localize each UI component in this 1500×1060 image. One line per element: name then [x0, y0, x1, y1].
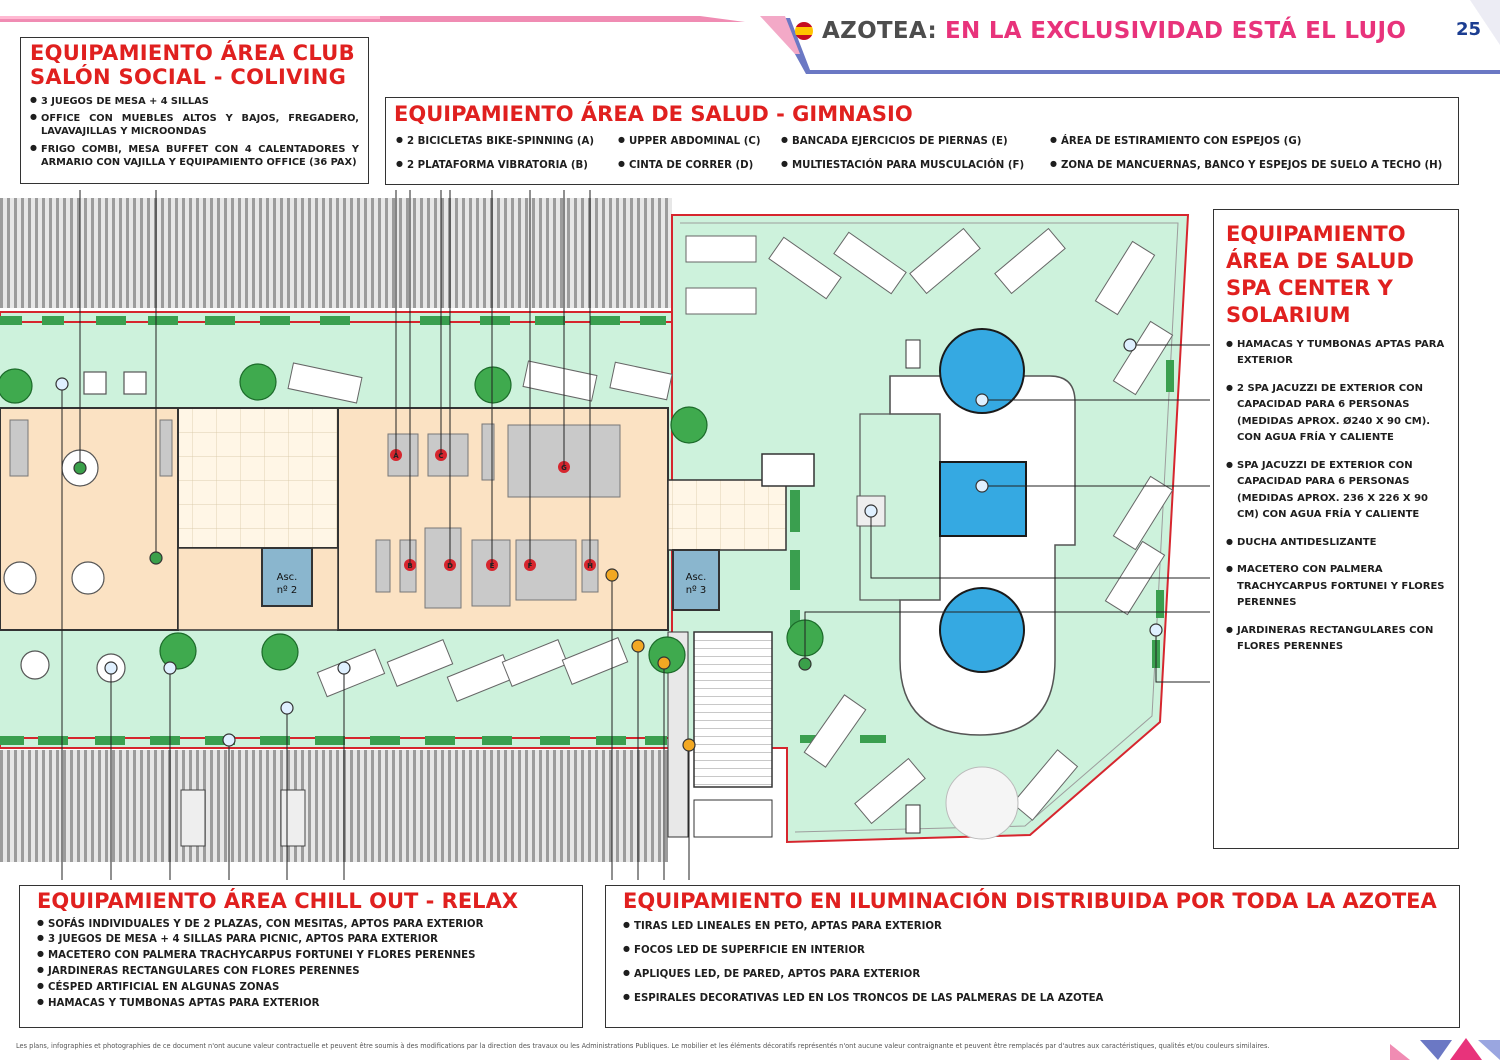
kitchen-tiles — [178, 408, 338, 548]
elevator-3-number: nº 3 — [685, 585, 707, 596]
lighting-title: EQUIPAMIENTO EN ILUMINACIÓN DISTRIBUIDA POR TODA LA AZOTEA — [623, 889, 1437, 913]
list-item: ● SPA JACUZZI DE EXTERIOR CON CAPACIDAD PARA 6 PERSONAS (MEDIDAS APROX. 236 X 226 X 90 CM) CON AGUA FRÍA Y CALIENTE — [1226, 458, 1446, 524]
stairwell — [694, 632, 772, 787]
gym-title: EQUIPAMIENTO ÁREA DE SALUD - GIMNASIO — [394, 102, 913, 126]
list-item: ● ÁREA DE ESTIRAMIENTO CON ESPEJOS (G) — [1050, 135, 1301, 149]
list-item: ● 2 PLATAFORMA VIBRATORIA (B) — [396, 159, 588, 173]
planters-bottom — [0, 736, 667, 745]
round-jacuzzi-2 — [940, 588, 1024, 672]
spa-title-line: EQUIPAMIENTO — [1226, 222, 1406, 246]
club-title-line1: EQUIPAMIENTO ÁREA CLUB — [30, 41, 355, 65]
list-item: ● HAMACAS Y TUMBONAS APTAS PARA EXTERIOR — [37, 997, 565, 1011]
gym-marker-label: E — [489, 562, 495, 570]
page-number: 25 — [1456, 19, 1482, 40]
list-item: ● 2 BICICLETAS BIKE-SPINNING (A) — [396, 135, 594, 149]
storage-unit — [906, 340, 920, 368]
list-item: ● CINTA DE CORRER (D) — [618, 159, 753, 173]
list-item: ● JARDINERAS RECTANGULARES CON FLORES PERENNES — [1226, 623, 1446, 656]
spa-title-line: SPA CENTER Y — [1226, 275, 1393, 300]
gym-marker-label: A — [393, 452, 399, 460]
spa-title-line: ÁREA DE SALUD — [1226, 248, 1414, 273]
list-item: ● OFFICE CON MUEBLES ALTOS Y BAJOS, FREGADERO, LAVAVAJILLAS Y MICROONDAS — [30, 112, 359, 138]
list-item: ● CÉSPED ARTIFICIAL EN ALGUNAS ZONAS — [37, 981, 565, 995]
rooftop-floor-plan — [0, 190, 1210, 880]
club-list — [30, 95, 359, 169]
gym-marker-label: H — [587, 562, 593, 570]
legal-disclaimer: Les plans, infographies et photographies de ce document n'ont aucune valeur contractuelle et peuvent être soumis à des modifications par la direction des travaux ou les Administrations Publiques. Le mobilier et les éléments décoratifs représentés n'ont aucune valeur contraignante et peuvent être remplacés par d'autres aux caractéristiques, qualités et/ou couleurs similaires. — [16, 1042, 1270, 1050]
list-item: ● JARDINERAS RECTANGULARES CON FLORES PERENNES — [37, 965, 565, 979]
list-item: ● ESPIRALES DECORATIVAS LED EN LOS TRONCOS DE LAS PALMERAS DE LA AZOTEA — [623, 992, 1442, 1006]
gym-list — [394, 133, 1450, 181]
page-header — [795, 14, 1406, 48]
header-title-prefix: AZOTEA: — [822, 18, 937, 44]
list-item: ● MACETERO CON PALMERA TRACHYCARPUS FORTUNEI Y FLORES PERENNES — [1226, 562, 1446, 612]
spa-equipment-box — [1213, 209, 1459, 849]
list-item: ● HAMACAS Y TUMBONAS APTAS PARA EXTERIOR — [1226, 337, 1446, 370]
gym-marker-label: G — [561, 464, 567, 472]
stair-landing — [694, 800, 772, 837]
spa-title-line: SOLARIUM — [1226, 302, 1351, 327]
list-item: ● UPPER ABDOMINAL (C) — [618, 135, 761, 149]
list-item: ● SOFÁS INDIVIDUALES Y DE 2 PLAZAS, CON MESITAS, APTOS PARA EXTERIOR — [37, 918, 565, 932]
list-item: ● FOCOS LED DE SUPERFICIE EN INTERIOR — [623, 944, 1442, 958]
elevator-2-label: Asc. — [276, 572, 298, 583]
chill-out-equipment-box — [19, 885, 583, 1028]
gym-marker-label: D — [447, 562, 453, 570]
square-jacuzzi — [940, 462, 1026, 536]
spa-list — [1226, 337, 1446, 656]
list-item: ● APLIQUES LED, DE PARED, APTOS PARA EXTERIOR — [623, 968, 1442, 982]
list-item: ● 2 SPA JACUZZI DE EXTERIOR CON CAPACIDAD PARA 6 PERSONAS (MEDIDAS APROX. Ø240 X 90 CM). CON AGUA FRÍA Y CALIENTE — [1226, 381, 1446, 447]
gym-marker-label: C — [438, 452, 444, 460]
solar-unit — [181, 790, 205, 846]
header-title-slogan: EN LA EXCLUSIVIDAD ESTÁ EL LUJO — [944, 18, 1407, 44]
gym-marker-label: F — [527, 562, 533, 570]
list-item: ● MULTIESTACIÓN PARA MUSCULACIÓN (F) — [781, 159, 1024, 173]
lighting-equipment-box — [605, 885, 1460, 1028]
elevator-3-label: Asc. — [685, 572, 707, 583]
corner-decoration — [1390, 1034, 1500, 1060]
lighting-list — [623, 920, 1442, 1007]
corridor — [178, 548, 338, 630]
club-equipment-box — [20, 37, 369, 184]
list-item: ● ZONA DE MANCUERNAS, BANCO Y ESPEJOS DE SUELO A TECHO (H) — [1050, 159, 1442, 173]
parasol — [946, 767, 1018, 839]
list-item: ● FRIGO COMBI, MESA BUFFET CON 4 CALENTADORES Y ARMARIO CON VAJILLA Y EQUIPAMIENTO OFFICE (36 PAX) — [30, 143, 359, 169]
chill-list — [37, 918, 565, 1012]
gym-equipment-box — [385, 97, 1459, 185]
chill-title: EQUIPAMIENTO ÁREA CHILL OUT - RELAX — [37, 889, 519, 913]
club-title-line2: SALÓN SOCIAL - COLIVING — [30, 64, 347, 89]
storage-unit — [906, 805, 920, 833]
list-item: ● DUCHA ANTIDESLIZANTE — [1226, 535, 1446, 552]
elevator-2-number: nº 2 — [276, 585, 298, 596]
list-item: ● 3 JUEGOS DE MESA + 4 SILLAS PARA PICNIC, APTOS PARA EXTERIOR — [37, 933, 565, 947]
roof-top — [0, 198, 672, 308]
list-item: ● TIRAS LED LINEALES EN PETO, APTAS PARA EXTERIOR — [623, 920, 1442, 934]
solar-unit — [281, 790, 305, 846]
gym-marker-label: B — [407, 562, 413, 570]
list-item: ● 3 JUEGOS DE MESA + 4 SILLAS — [30, 95, 359, 108]
roof-bottom — [0, 750, 668, 862]
entry-tiles — [668, 480, 786, 550]
list-item: ● MACETERO CON PALMERA TRACHYCARPUS FORTUNEI Y FLORES PERENNES — [37, 949, 565, 963]
list-item: ● BANCADA EJERCICIOS DE PIERNAS (E) — [781, 135, 1008, 149]
spain-flag-icon — [795, 22, 813, 40]
outdoor-unit — [762, 454, 814, 486]
